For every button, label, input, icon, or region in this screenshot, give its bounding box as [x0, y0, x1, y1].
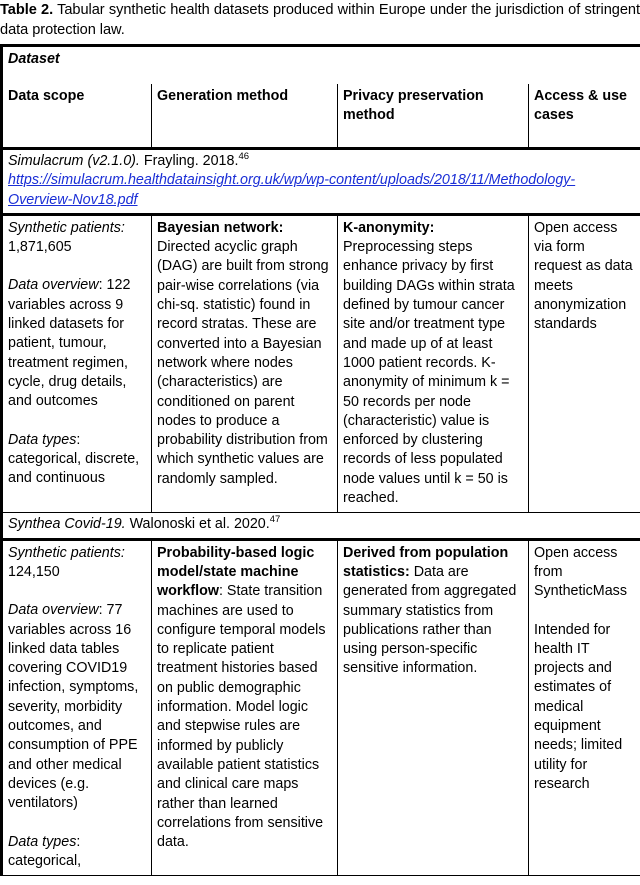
cell-generation-method-synthea: [152, 539, 338, 875]
label-data-types: Data types: [8, 833, 77, 850]
text-access-use-cases: Open access from SyntheticMass: [534, 544, 627, 600]
caption-text: Tabular synthetic health datasets produced within Europe under the jurisdiction of stringent data protection law.: [0, 2, 640, 38]
section-header-row-synthea: [2, 513, 640, 539]
section-header-cell-synthea: [2, 513, 640, 539]
datasets-table: [0, 44, 640, 876]
label-data-overview: Data overview: [8, 277, 99, 294]
group-header-cell: Dataset: [2, 46, 640, 85]
text-generation-method: : State transition machines are used to configure temporal models to replicate patient treatment histories based on public demographic information. Model logic and stepwise rules are informed by publicly available patient statistics and clinical care maps rather than learned correlations from sensitive data.: [157, 583, 326, 851]
text-access-use-cases: Open access via form request as data meets anonymization standards: [534, 219, 633, 333]
cell-generation-method-simulacrum: [152, 214, 338, 512]
dataset-citation-simulacrum: Frayling. 2018.: [139, 153, 239, 169]
spacer: [8, 257, 146, 276]
cell-privacy-method-synthea: [338, 539, 529, 875]
cell-data-scope-simulacrum: [2, 214, 152, 512]
spacer: [534, 602, 635, 621]
table-row-simulacrum: [2, 214, 640, 512]
table-row-synthea: [2, 539, 640, 875]
lead-bayesian-network: Bayesian network:: [157, 219, 284, 236]
spacer: [8, 412, 146, 431]
text-privacy-method: Data are generated from aggregated summary statistics from publications rather than using person-specific sensitive information.: [343, 563, 517, 677]
text-generation-method: Directed acyclic graph (DAG) are built from strong pair-wise correlations (via chi-sq. statistic) found in record stratas. These are converted into a Bayesian network where nodes (characteristics) are conditioned on parent nodes to produce a probability distribution from which synthetic values are randomly sampled.: [157, 239, 329, 487]
table-caption: [0, 0, 640, 44]
section-header-cell-simulacrum: [2, 149, 640, 215]
reference-marker-46: 46: [238, 151, 250, 163]
label-data-types: Data types: [8, 431, 77, 448]
label-synthetic-patients: Synthetic patients:: [8, 544, 125, 561]
text-access-use-cases-secondary: Intended for health IT projects and estimates of medical equipment needs; limited utility for research: [534, 621, 623, 792]
lead-k-anonymity: K-anonymity:: [343, 219, 435, 236]
spacer: [8, 582, 146, 601]
label-synthetic-patients: Synthetic patients:: [8, 219, 125, 236]
section-header-row-simulacrum: [2, 149, 640, 215]
value-data-types: : categorical,: [8, 833, 82, 869]
label-data-overview: Data overview: [8, 602, 99, 619]
dataset-url-link-simulacrum[interactable]: https://simulacrum.healthdatainsight.org.uk/wp/wp-content/uploads/2018/11/Methodology-Overview-Nov18.pdf: [8, 172, 576, 208]
value-synthetic-patients: 124,150: [8, 563, 60, 580]
column-header-access-use-cases: Access & use cases: [529, 84, 640, 149]
lead-probability-based-logic-model: Probability-based logic model/state machine workflow: [157, 544, 315, 600]
dataset-citation-synthea: Walonoski et al. 2020.: [125, 516, 270, 533]
cell-privacy-method-simulacrum: [338, 214, 529, 512]
column-header-data-scope: Data scope: [2, 84, 152, 149]
spacer: [8, 814, 146, 833]
reference-marker-47: 47: [269, 514, 281, 526]
dataset-title-simulacrum: Simulacrum (v2.1.0).: [8, 153, 140, 169]
caption-label: Table 2.: [0, 2, 54, 18]
cell-data-scope-synthea: [2, 539, 152, 875]
value-data-overview: : 77 variables across 16 linked data tables covering COVID19 infection, symptoms, severity, morbidity outcomes, and consumption of PPE and other medical devices (e.g. ventilators): [8, 602, 139, 812]
value-data-overview: : 122 variables across 9 linked datasets for patient, tumour, treatment regimen, cycle, drug details, and outcomes: [8, 277, 131, 410]
table-group-header-row: [2, 46, 640, 85]
cell-access-simulacrum: [529, 214, 640, 512]
column-header-generation-method: Generation method: [152, 84, 338, 149]
lead-derived-from-population-statistics: Derived from population statistics:: [343, 544, 509, 580]
value-data-types: : categorical, discrete, and continuous: [8, 431, 140, 487]
cell-access-synthea: [529, 539, 640, 875]
value-synthetic-patients: 1,871,605: [8, 239, 72, 256]
table-column-header-row: [2, 84, 640, 149]
text-privacy-method: Preprocessing steps enhance privacy by first building DAGs within strata defined by tumour cancer site and/or treatment type and made up of at least 1000 patient records. K-anonymity of minimum k = 50 records per node (characteristic) value is enforced by clustering records of less populated node values until k = 50 is reached.: [343, 239, 515, 507]
dataset-title-synthea: Synthea Covid-19.: [8, 516, 126, 533]
column-header-privacy-preservation-method: Privacy preservation method: [338, 84, 529, 149]
